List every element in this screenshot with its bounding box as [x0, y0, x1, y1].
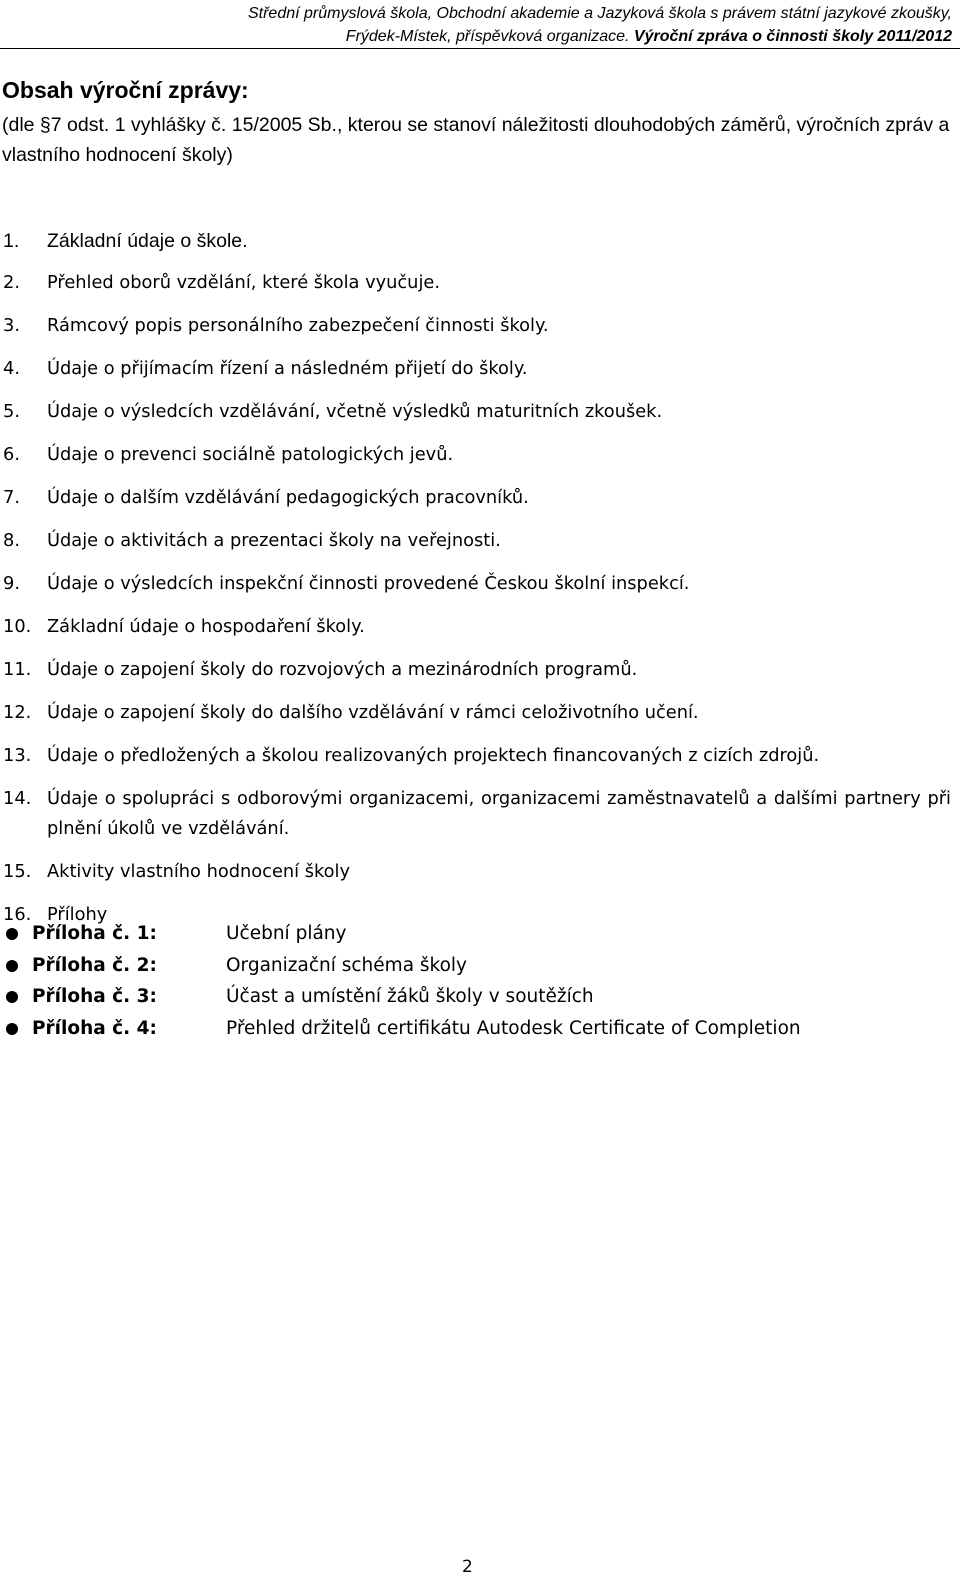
contents-item-number: 5.: [3, 401, 20, 422]
contents-item-number: 6.: [3, 444, 20, 465]
contents-item-text: Aktivity vlastního hodnocení školy: [47, 861, 351, 882]
running-header: [12, 2, 952, 48]
contents-item-text: Přílohy: [47, 904, 108, 925]
contents-item-text: Přehled oborů vzdělání, které škola vyučuje.: [47, 272, 440, 293]
bullet-icon: [6, 928, 18, 940]
header-org-text: Frýdek-Místek, příspěvková organizace.: [345, 28, 630, 45]
attachment-item: [0, 981, 960, 1013]
attachment-item: [0, 1013, 960, 1045]
contents-item-text: Údaje o prevenci sociálně patologických jevů.: [47, 444, 454, 465]
page-title: Obsah výroční zprávy:: [2, 77, 249, 103]
bullet-icon: [6, 960, 18, 972]
attachment-description: Učební plány: [226, 923, 347, 944]
attachment-description: Organizační schéma školy: [226, 955, 468, 976]
attachment-item: [0, 918, 960, 950]
header-report-title: Výroční zpráva o činnosti školy 2011/2012: [633, 28, 952, 45]
contents-item-number: 13.: [3, 745, 32, 766]
contents-item-text: Údaje o předložených a školou realizovaných projektech financovaných z cizích zdrojů.: [47, 745, 820, 766]
header-divider: [0, 48, 960, 49]
contents-item-number: 7.: [3, 487, 20, 508]
contents-item-number: 12.: [3, 702, 32, 723]
header-line-2: [12, 25, 952, 48]
contents-item-text: Základní údaje o hospodaření školy.: [47, 616, 365, 637]
contents-item-number: 11.: [3, 659, 32, 680]
page-number: 2: [462, 1557, 473, 1577]
contents-item-text: Údaje o výsledcích vzdělávání, včetně výsledků maturitních zkoušek.: [47, 401, 663, 422]
bullet-icon: [6, 1023, 18, 1035]
contents-item-number: 3.: [3, 315, 20, 336]
contents-item-number: 1.: [3, 230, 20, 252]
contents-item-text: Údaje o přijímacím řízení a následném přijetí do školy.: [47, 358, 528, 379]
contents-item-text: Rámcový popis personálního zabezpečení činnosti školy.: [47, 315, 549, 336]
bullet-icon: [6, 991, 18, 1003]
contents-item-text: Údaje o spolupráci s odborovými organizacemi, organizacemi zaměstnavatelů a dalšími partnery při plnění úkolů ve vzdělávání.: [47, 788, 951, 839]
attachment-label: Příloha č. 1:: [32, 923, 157, 944]
contents-item-text: Základní údaje o škole.: [47, 230, 248, 252]
attachment-description: Přehled držitelů certifikátu Autodesk Certificate of Completion: [226, 1018, 801, 1039]
contents-item-text: Údaje o zapojení školy do rozvojových a mezinárodních programů.: [47, 659, 638, 680]
page-subtitle: (dle §7 odst. 1 vyhlášky č. 15/2005 Sb., kterou se stanoví náležitosti dlouhodobých záměrů, výročních zpráv a vlastního hodnocení školy): [2, 114, 950, 166]
contents-item-number: 9.: [3, 573, 20, 594]
attachment-description: Účast a umístění žáků školy v soutěžích: [226, 986, 594, 1007]
contents-item-number: 10.: [3, 616, 32, 637]
header-line-1: Střední průmyslová škola, Obchodní akademie a Jazyková škola s právem státní jazykové zkoušky,: [247, 5, 952, 22]
attachment-label: Příloha č. 2:: [32, 955, 157, 976]
attachment-label: Příloha č. 3:: [32, 986, 157, 1007]
contents-item-number: 16.: [3, 904, 32, 925]
contents-item-number: 15.: [3, 861, 32, 882]
contents-item-text: Údaje o dalším vzdělávání pedagogických pracovníků.: [47, 487, 529, 508]
contents-item-number: 4.: [3, 358, 20, 379]
attachment-label: Příloha č. 4:: [32, 1018, 157, 1039]
contents-item-text: Údaje o výsledcích inspekční činnosti provedené Českou školní inspekcí.: [47, 573, 690, 594]
contents-item-text: Údaje o zapojení školy do dalšího vzdělávání v rámci celoživotního učení.: [47, 702, 699, 723]
contents-item-number: 8.: [3, 530, 20, 551]
contents-item-number: 14.: [3, 788, 32, 809]
attachment-item: [0, 950, 960, 982]
contents-item-number: 2.: [3, 272, 20, 293]
contents-item-text: Údaje o aktivitách a prezentaci školy na veřejnosti.: [47, 530, 501, 551]
